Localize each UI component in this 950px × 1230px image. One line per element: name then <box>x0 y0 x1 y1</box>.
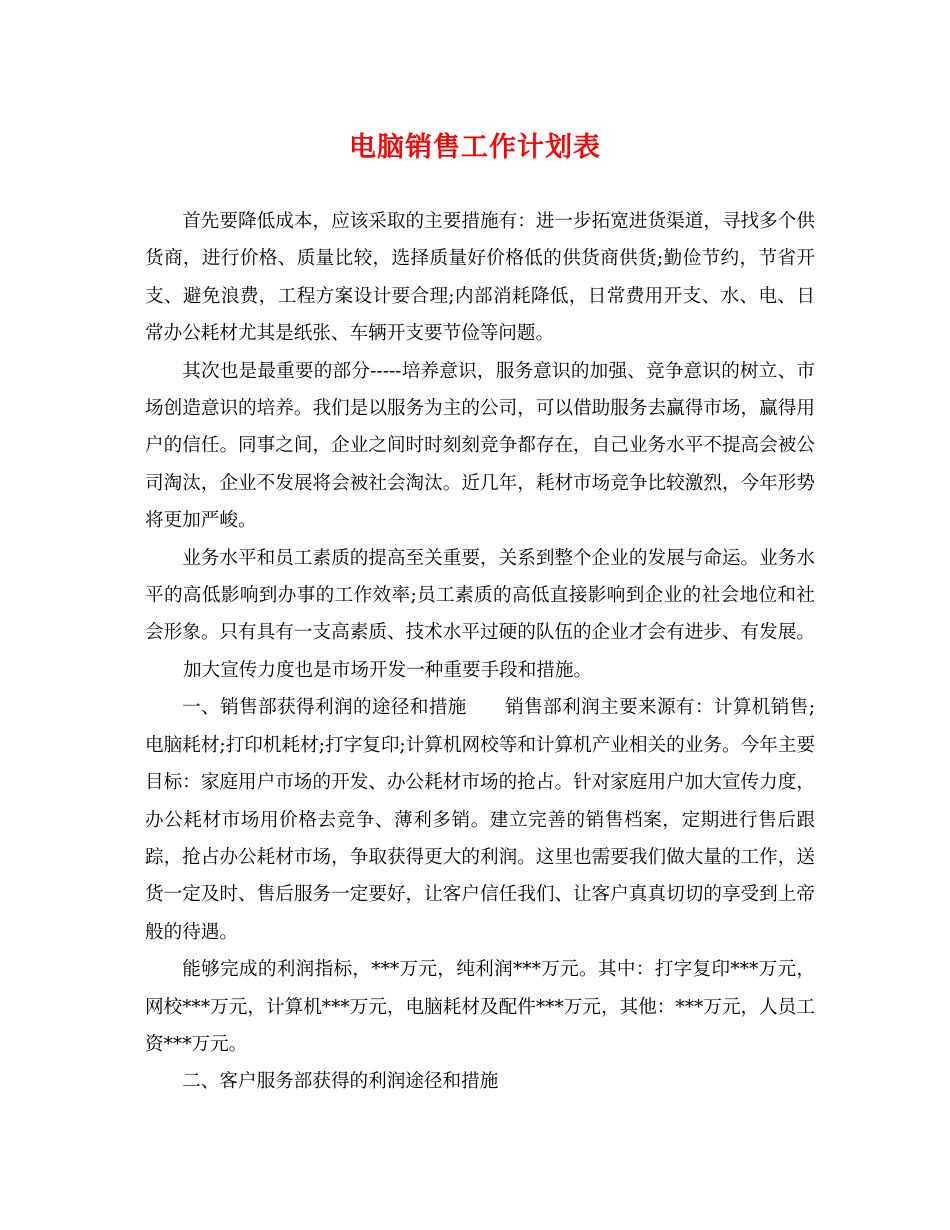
paragraph-staff-quality-text: 业务水平和员工素质的提高至关重要，关系到整个企业的发展与命运。业务水平的高低影响到办事的工作效率;员工素质的高低直接影响到企业的社会地位和社会形象。只有具有一支高素质、技术水平过硬的队伍的企业才会有进步、有发展。 <box>145 547 815 644</box>
paragraph-cost-reduction: 首先要降低成本，应该采取的主要措施有：进一步拓宽进货渠道，寻找多个供货商，进行价格、质量比较，选择质量好价格低的供货商供货;勤俭节约，节省开支、避免浪费，工程方案设计要合理;内部消耗降低，日常费用开支、水、电、日常办公耗材尤其是纸张、车辆开支要节俭等问题。 <box>145 211 815 345</box>
document-title: 电脑销售工作计划表 <box>349 132 601 163</box>
paragraph-awareness: 其次也是最重要的部分-----培养意识，服务意识的加强、竞争意识的树立、市场创造意识的培养。我们是以服务为主的公司，可以借助服务去赢得市场，赢得用户的信任。同事之间，企业之间时时刻刻竞争都存在，自己业务水平不提高会被公司淘汰，企业不发展将会被社会淘汰。近几年，耗材市场竞争比较激烈，今年形势将更加严峻。 <box>145 360 815 532</box>
paragraph-promotion-text: 加大宣传力度也是市场开发一种重要手段和措施。 <box>183 659 593 681</box>
paragraph-sales-text: 销售部利润主要来源有：计算机销售;电脑耗材;打印机耗材;打字复印;计算机网校等和计算机产业相关的业务。今年主要目标：家庭用户市场的开发、办公耗材市场的抢占。针对家庭用户加大宣传力度，办公耗材市场用价格去竞争、薄利多销。建立完善的销售档案，定期进行售后跟踪，抢占办公耗材市场，争取获得更大的利润。这里也需要我们做大量的工作，送货一定及时、售后服务一定要好，让客户信任我们、让客户真真切切的享受到上帝般的待遇。 <box>145 697 815 943</box>
section-heading-sales: 一、销售部获得利润的途径和措施 <box>182 697 467 719</box>
document-body <box>145 203 815 1101</box>
paragraph-sales-department <box>145 689 815 951</box>
paragraph-staff-quality <box>145 540 815 690</box>
section-heading-customer-service: 二、客户服务部获得的利润途径和措施 <box>182 1071 499 1093</box>
paragraph-profit-targets: 能够完成的利润指标，***万元，纯利润***万元。其中：打字复印***万元，网校***万元，计算机***万元，电脑耗材及配件***万元，其他：***万元，人员工资***万元。 <box>145 959 815 1055</box>
